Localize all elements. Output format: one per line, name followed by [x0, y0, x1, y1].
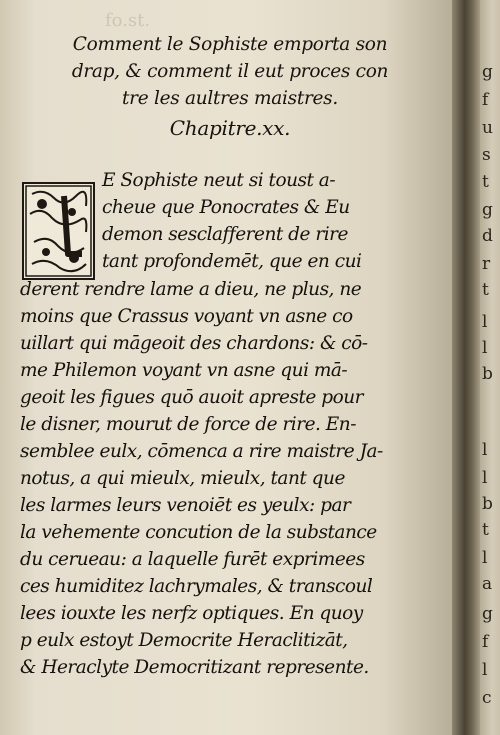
right-page-glyph: l [482, 548, 488, 568]
heading-line-2: drap, & comment il eut proces con [71, 61, 389, 82]
right-page-glyph: f [482, 90, 489, 110]
text-line: cheue que Ponocrates & Eu [102, 197, 350, 218]
right-page-glyph: c [482, 688, 492, 708]
right-page-glyph: l [482, 468, 488, 488]
woodcut-ornament [24, 184, 93, 278]
text-line: demon sesclafferent de rire [102, 224, 348, 245]
right-page-glyph: g [482, 604, 493, 624]
right-page-glyph: b [482, 494, 493, 514]
text-line: moins que Crassus voyant vn asne co [20, 306, 353, 327]
text-line: tant profondemēt, que en cui [102, 251, 362, 272]
text-line: notus, a qui mieulx, mieulx, tant que [20, 468, 345, 489]
text-line: me Philemon voyant vn asne qui mā- [20, 360, 348, 381]
right-page-glyph: l [482, 338, 488, 358]
right-page-glyph: f [482, 632, 489, 652]
text-line: p eulx estoyt Democrite Heraclitizāt, [20, 630, 348, 651]
right-page-edge [480, 0, 500, 735]
text-line: ces humiditez lachrymales, & transcoul [20, 576, 373, 597]
text-line: la vehemente concution de la substance [20, 522, 377, 543]
text-line: du cerueau: a laquelle furēt exprimees [20, 549, 365, 570]
text-line: les larmes leurs venoiēt es yeulx: par [20, 495, 351, 516]
text-line: E Sophiste neut si toust a- [102, 170, 336, 191]
text-line: uillart qui māgeoit des chardons: & cō- [20, 333, 368, 354]
text-line: derent rendre lame a dieu, ne plus, ne [20, 279, 362, 300]
right-page-glyph: l [482, 440, 488, 460]
text-line: semblee eulx, cōmenca a rire maistre Ja- [20, 441, 383, 462]
right-page-glyph: l [482, 660, 488, 680]
right-page-glyph: g [482, 200, 493, 220]
chapter-heading [20, 34, 440, 143]
right-page-glyph: l [482, 312, 488, 332]
show-through-text: fo.st. [105, 10, 151, 31]
right-page-glyph: s [482, 145, 491, 165]
right-page-glyph: g [482, 62, 493, 82]
right-page-glyph: r [482, 254, 491, 274]
right-page-glyph: t [482, 280, 489, 300]
text-line: & Heraclyte Democritizant represente. [20, 657, 369, 678]
heading-line-3: tre les aultres maistres. [122, 88, 338, 109]
right-page-glyph: a [482, 574, 493, 594]
right-page-glyph: b [482, 364, 493, 384]
text-line: geoit les figues quō auoit apreste pour [20, 387, 363, 408]
chapter-number: Chapitre.xx. [169, 116, 291, 140]
text-line: le disner, mourut de force de rire. En- [20, 414, 356, 435]
right-page-glyph: d [482, 226, 493, 246]
decorated-initial-letter [22, 182, 95, 280]
book-gutter [452, 0, 480, 735]
text-line: lees iouxte les nerfz optiques. En quoy [20, 603, 363, 624]
right-page-glyph: t [482, 172, 489, 192]
heading-line-1: Comment le Sophiste emporta son [72, 34, 388, 55]
right-page-glyph: t [482, 520, 489, 540]
right-page-glyph: u [482, 118, 493, 138]
